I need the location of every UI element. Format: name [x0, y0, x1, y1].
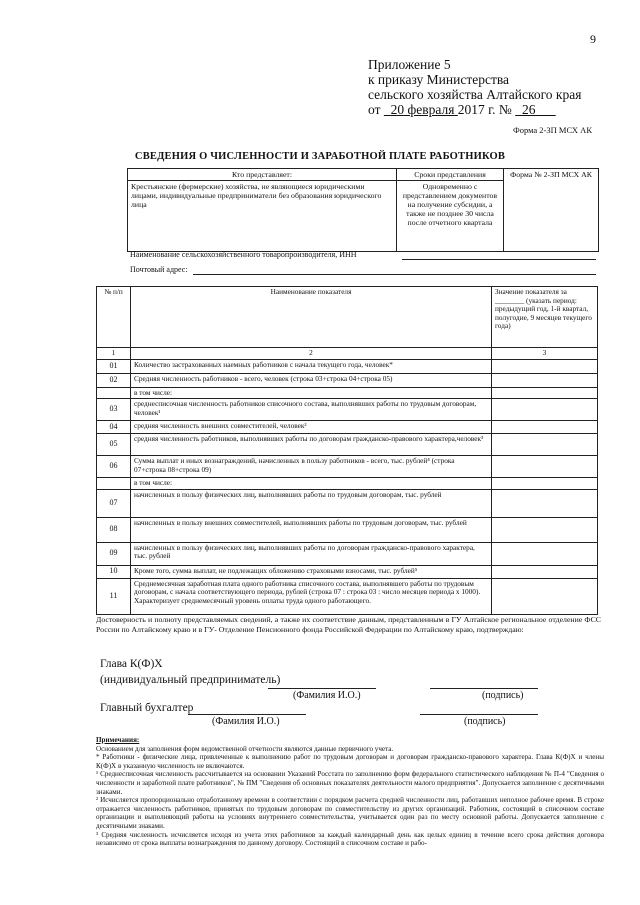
order-line-3: сельского хозяйства Алтайского края [368, 87, 582, 102]
row-name: Сумма выплат и иных вознаграждений, начисленных в пользу работников - всего, тыс. рублей⁴ (строка 07+строка 08+строка 09) [131, 456, 492, 478]
col-value-header: Значение показателя за ________ (указать период: предыдущий год, 1-й квартал, полугодие, 9 месяцев текущего года) [492, 287, 598, 348]
row-value-cell[interactable] [492, 387, 598, 399]
accountant-name-line[interactable] [188, 714, 306, 715]
head-signature-line[interactable] [430, 688, 538, 689]
accountant-label: Главный бухгалтер [100, 702, 194, 714]
producer-label: Наименование сельскохозяйственного товаропроизводителя, ИНН [130, 250, 357, 259]
who-cell: Крестьянские (фермерские) хозяйства, не являющиеся юридическими лицами, индивидуальные предприниматели без образования юридического лица [128, 181, 397, 252]
col-name-header: Наименование показателя [131, 287, 492, 348]
order-line-1: Приложение 5 [368, 57, 451, 72]
address-line[interactable] [193, 274, 596, 275]
row-number: 03 [97, 399, 131, 421]
row-name: Средняя численность работников - всего, человек (строка 03+строка 04+строка 05) [131, 373, 492, 387]
row-number: 07 [97, 489, 131, 517]
note-paragraph: * Работники - физические лица, привлеченные к выполнению работ по трудовым договорам и договорам гражданско-правового характера. Глава К(Ф)Х и члены К(Ф)Х в указанную численность не включаются. [96, 753, 604, 770]
form-code: Форма 2-ЗП МСХ АК [513, 125, 592, 135]
index-2: 2 [131, 348, 492, 360]
row-name: средняя численность работников, выполнявших работы по договорам гражданско-правового характера,человек³ [131, 434, 492, 456]
head-label-2: (индивидуальный предприниматель) [100, 674, 281, 686]
accountant-sign-caption: (подпись) [464, 716, 506, 727]
head-sign-caption: (подпись) [482, 690, 524, 701]
row-value-cell[interactable] [492, 456, 598, 478]
row-number [97, 478, 131, 490]
deadline-header: Сроки представления [397, 169, 504, 181]
deadline-cell: Одновременно с представлением документов на получение субсидии, а также не позднее 30 числа после отчетного квартала [397, 181, 504, 252]
row-number: 06 [97, 456, 131, 478]
order-date: от 20 февраля 2017 г. № 26 [368, 102, 536, 117]
row-name: средняя численность внешних совместителей, человек² [131, 421, 492, 434]
order-reference [368, 57, 581, 117]
row-number: 02 [97, 373, 131, 387]
producer-line[interactable] [402, 259, 596, 260]
row-number: 11 [97, 578, 131, 614]
confirmation-text: Достоверность и полноту представляемых сведений, а также их соответствие данным, представленным в ГУ Алтайское региональное отделение ФСС России по Алтайскому краю и в ГУ- Отделение Пенсионного фонда Российской Федерации по Алтайскому краю, подтверждаю: [96, 615, 601, 634]
row-number: 08 [97, 517, 131, 542]
row-number: 05 [97, 434, 131, 456]
address-label: Почтовый адрес: [130, 265, 188, 274]
indicators-table [96, 286, 598, 615]
row-value-cell[interactable] [492, 434, 598, 456]
row-value-cell[interactable] [492, 399, 598, 421]
form-number-header: Форма № 2-ЗП МСХ АК [504, 169, 599, 252]
row-name: в том числе: [131, 387, 492, 399]
note-paragraph: ¹ Среднесписочная численность рассчитывается на основании Указаний Росстата по заполнению форм федерального статистического наблюдения № П-4 "Сведения о численности и заработной плате работников", № ПМ "Сведения об основных показателях деятельности малого предприятия". Допускается заполнение с десятичными знаками. [96, 770, 604, 796]
row-value-cell[interactable] [492, 373, 598, 387]
accountant-fio-caption: (Фамилия И.О.) [212, 716, 280, 727]
row-value-cell[interactable] [492, 478, 598, 490]
row-value-cell[interactable] [492, 421, 598, 434]
note-paragraph: ³ Средняя численность исчисляется исходя из учета этих работников за каждый календарный день как целых единиц в течение всего срока действия договора независимо от срока выплаты вознаграждения по данному договору. Состоящий в списочном составе и рабо- [96, 830, 604, 848]
row-number: 09 [97, 542, 131, 565]
page-number: 9 [590, 32, 596, 46]
notes-section [96, 736, 604, 848]
row-number: 10 [97, 565, 131, 578]
index-3: 3 [492, 348, 598, 360]
order-line-2: к приказу Министерства [368, 72, 510, 87]
row-value-cell[interactable] [492, 578, 598, 614]
row-number: 01 [97, 359, 131, 373]
row-value-cell[interactable] [492, 517, 598, 542]
col-number-header: № п/п [97, 287, 131, 348]
row-name: начисленных в пользу внешних совместителей, выполнявших работы по трудовым договорам, тыс. рублей [131, 517, 492, 542]
row-name: начисленных в пользу физических лиц, выполнявших работы по договорам гражданско-правового характера, тыс. рублей [131, 542, 492, 565]
row-name: Кроме того, сумма выплат, не подлежащих обложению страховыми взносами, тыс. рублей⁵ [131, 565, 492, 578]
row-name: Среднемесячная заработная плата одного работника списочного состава, выполнявшего работы по трудовым договорам, с начала соответствующего периода, рублей (строка 07 : строка 03 : число месяцев периода x 1000). Характеризует среднемесячный уровень оплаты труда одного работающего. [131, 578, 492, 614]
row-name: Количество застрахованных наемных работников с начала текущего года, человек* [131, 359, 492, 373]
row-name: в том числе: [131, 478, 492, 490]
notes-title: Примечания: [96, 736, 140, 744]
head-name-line[interactable] [268, 688, 376, 689]
page-title: СВЕДЕНИЯ О ЧИСЛЕННОСТИ И ЗАРАБОТНОЙ ПЛАТЕ РАБОТНИКОВ [134, 151, 506, 162]
row-name: начисленных в пользу физических лиц, выполнявших работы по трудовым договорам, тыс. рублей [131, 489, 492, 517]
head-label: Глава К(Ф)Х [100, 658, 163, 670]
row-value-cell[interactable] [492, 489, 598, 517]
index-1: 1 [97, 348, 131, 360]
row-value-cell[interactable] [492, 359, 598, 373]
note-paragraph: ² Исчисляется пропорционально отработанному времени в соответствии с порядком расчета средней численности лиц, работавших неполное рабочее время. В строке отражается численность работников, принятых по трудовым договорам по совместительству из других организаций. Работник, состоящий в списочном составе организации и выполняющий работы на условиях внутреннего совместительства, учитывается один раз по месту основной работы. Допускается заполнение с десятичными знаками. [96, 796, 604, 830]
who-header: Кто представляет: [128, 169, 397, 181]
row-value-cell[interactable] [492, 565, 598, 578]
row-number: 04 [97, 421, 131, 434]
submission-table [127, 168, 599, 252]
accountant-signature-line[interactable] [420, 714, 538, 715]
note-paragraph: Основанием для заполнения форм ведомственной отчетности являются данные первичного учета. [96, 744, 394, 753]
row-value-cell[interactable] [492, 542, 598, 565]
row-number [97, 387, 131, 399]
head-fio-caption: (Фамилия И.О.) [293, 690, 361, 701]
row-name: среднесписочная численность работников списочного состава, выполнявших работы по трудовым договорам, человек¹ [131, 399, 492, 421]
